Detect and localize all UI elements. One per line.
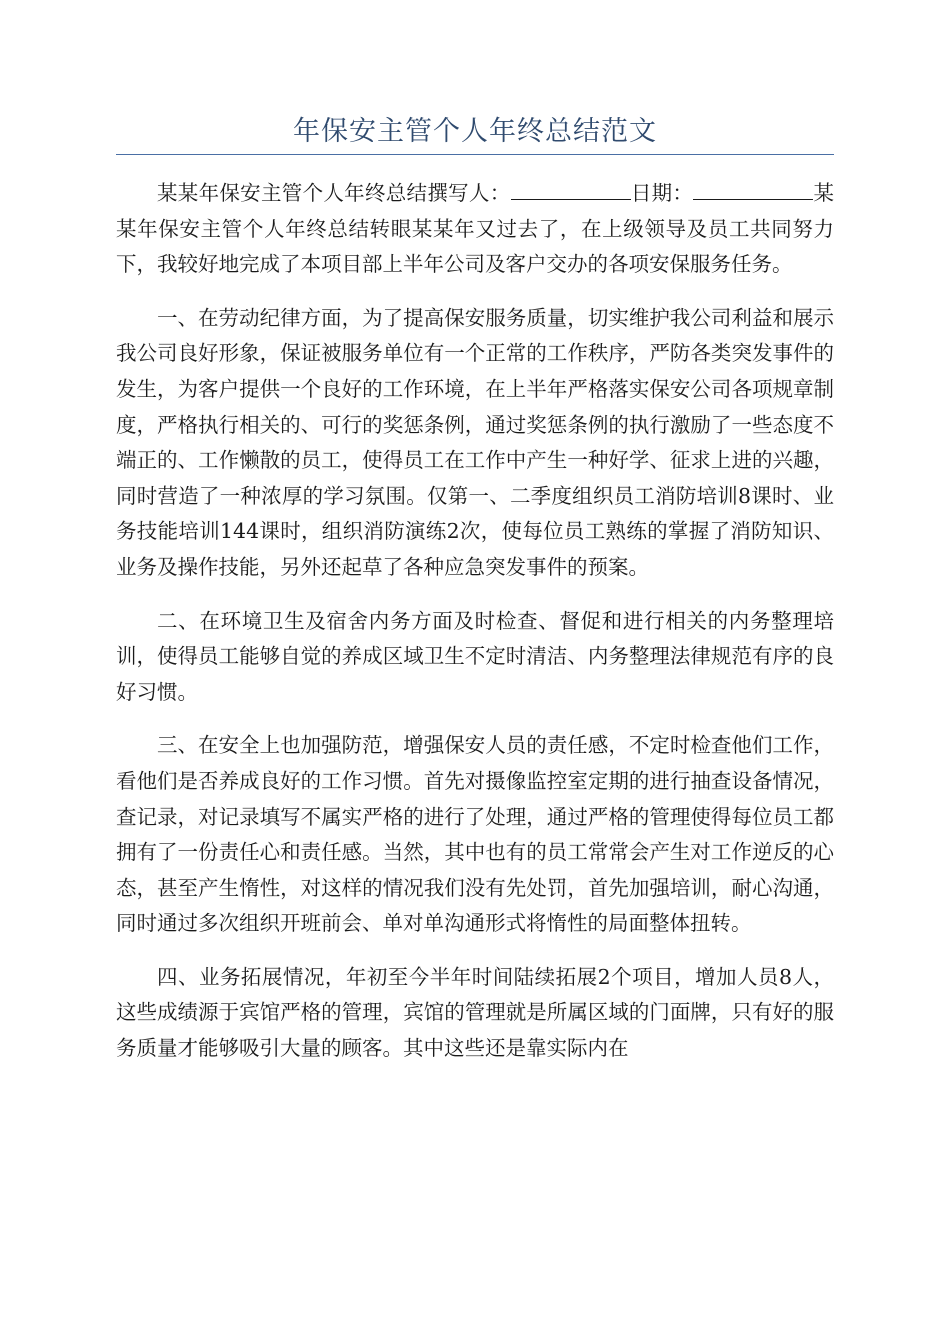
intro-author-label: 某某年保安主管个人年终总结撰写人： <box>157 181 511 205</box>
author-blank <box>511 177 631 200</box>
document-body <box>116 176 834 1085</box>
document-title: 年保安主管个人年终总结范文 <box>293 116 657 147</box>
paragraph-2: 二、在环境卫生及宿舍内务方面及时检查、督促和进行相关的内务整理培训，使得员工能够自觉的养成区域卫生不定时清洁、内务整理法律规范有序的良好习惯。 <box>116 608 834 704</box>
intro-date-label: 日期： <box>630 181 694 205</box>
paragraph-4: 四、业务拓展情况，年初至今半年时间陆续拓展2个项目，增加人员8人，这些成绩源于宾馆严格的管理，宾馆的管理就是所属区域的门面牌，只有好的服务质量才能够吸引大量的顾客。其中这些还是靠实际内在 <box>116 964 834 1061</box>
title-underline <box>116 154 834 155</box>
paragraph-3: 三、在安全上也加强防范，增强保安人员的责任感，不定时检查他们工作，看他们是否养成良好的工作习惯。首先对摄像监控室定期的进行抽查设备情况，查记录，对记录填写不属实严格的进行了处理，通过严格的管理使得每位员工都拥有了一份责任心和责任感。当然，其中也有的员工常常会产生对工作逆反的心态，甚至产生惰性，对这样的情况我们没有先处罚，首先加强培训，耐心沟通，同时通过多次组织开班前会、单对单沟通形式将惰性的局面整体扭转。 <box>116 733 834 936</box>
date-blank <box>693 177 813 200</box>
intro-paragraph <box>116 176 834 283</box>
intro-text: 某某年保安主管个人年终总结转眼某某年又过去了，在上级领导及员工共同努力下，我较好地完成了本项目部上半年公司及客户交办的各项安保服务任务。 <box>116 181 835 277</box>
paragraph-1: 一、在劳动纪律方面，为了提高保安服务质量，切实维护我公司利益和展示我公司良好形象，保证被服务单位有一个正常的工作秩序，严防各类突发事件的发生，为客户提供一个良好的工作环境，在上半年严格落实保安公司各项规章制度，严格执行相关的、可行的奖惩条例，通过奖惩条例的执行激励了一些态度不端正的、工作懒散的员工，使得员工在工作中产生一种好学、征求上进的兴趣，同时营造了一种浓厚的学习氛围。仅第一、二季度组织员工消防培训8课时、业务技能培训144课时，组织消防演练2次，使每位员工熟练的掌握了消防知识、业务及操作技能，另外还起草了各种应急突发事件的预案。 <box>116 305 834 579</box>
